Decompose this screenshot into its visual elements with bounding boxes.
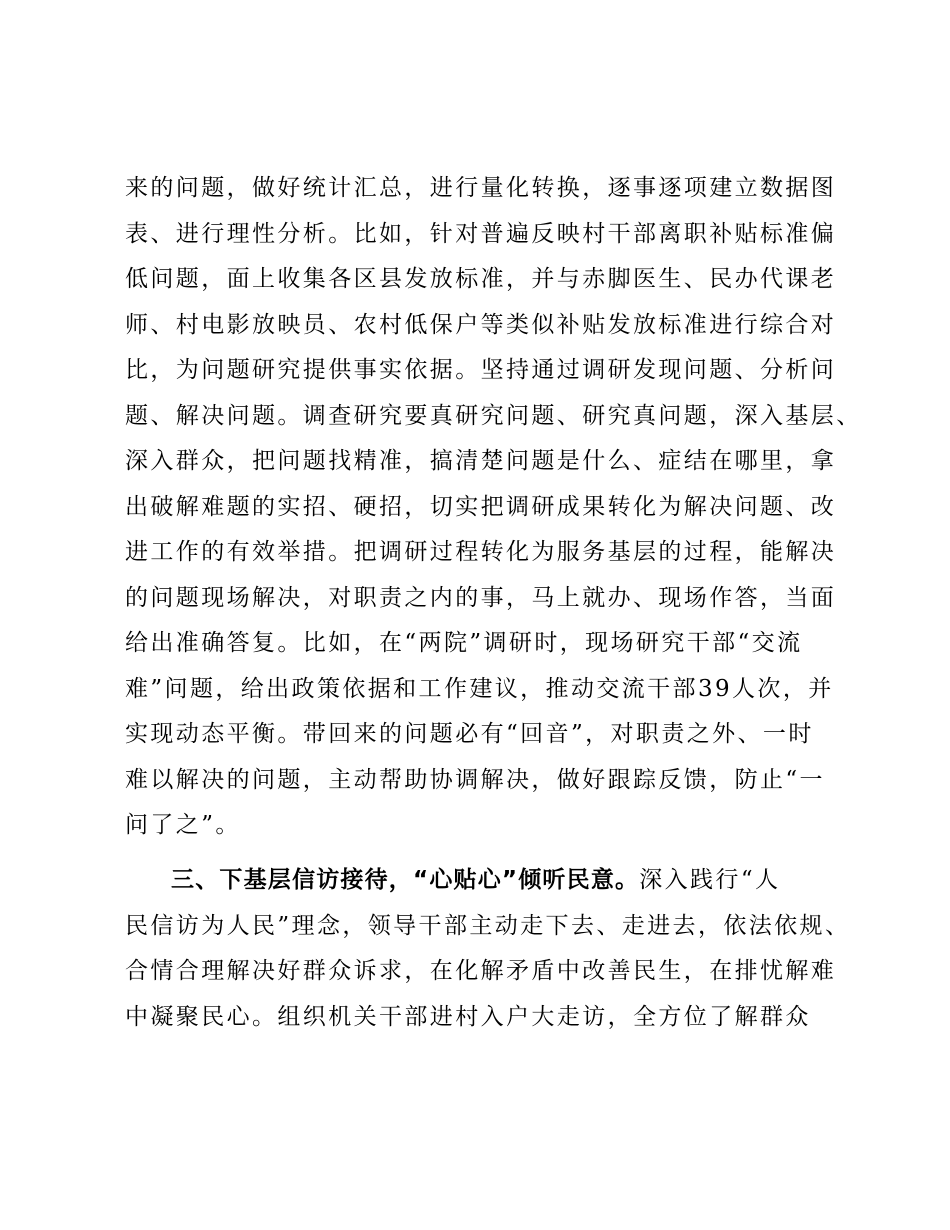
paragraph-1-line: 深入群众，把问题找精准，搞清楚问题是什么、症结在哪里，拿 bbox=[125, 448, 837, 474]
paragraph-1-line: 实现动态平衡。带回来的问题必有“回音”，对职责之外、一时 bbox=[125, 721, 814, 747]
paragraph-2-first-line bbox=[125, 858, 825, 904]
paragraph-1-line: 题、解决问题。调查研究要真研究问题、研究真问题，深入基层、 bbox=[125, 402, 862, 429]
paragraph-1-line: 来的问题，做好统计汇总，进行量化转换，逐事逐项建立数据图 bbox=[125, 175, 837, 201]
section-heading: 三、下基层信访接待，“心贴心”倾听民意。 bbox=[171, 867, 640, 893]
paragraph-1-line: 难”问题，给出政策依据和工作建议，推动交流干部39人次，并 bbox=[125, 675, 834, 702]
paragraph-2-line: 合情合理解决好群众诉求，在化解矛盾中改善民生，在排忧解难 bbox=[125, 958, 837, 984]
paragraph-2-line: 中凝聚民心。组织机关干部进村入户大走访，全方位了解群众 bbox=[125, 1003, 811, 1030]
paragraph-2-line: 民信访为人民”理念，领导干部主动走下去、走进去，依法依规、 bbox=[125, 912, 851, 939]
paragraph-1-line: 的问题现场解决，对职责之内的事，马上就办、现场作答，当面 bbox=[125, 584, 837, 611]
paragraph-1-line: 给出准确答复。比如，在“两院”调研时，现场研究干部“交流 bbox=[125, 630, 803, 656]
paragraph-2 bbox=[125, 858, 851, 1040]
paragraph-1-line: 师、村电影放映员、农村低保户等类似补贴发放标准进行综合对 bbox=[125, 311, 837, 338]
paragraph-1-line: 问了之”。 bbox=[125, 812, 241, 838]
paragraph-1-line: 出破解难题的实招、硬招，切实把调研成果转化为解决问题、改 bbox=[125, 493, 837, 520]
paragraph-1-line: 比，为问题研究提供事实依据。坚持通过调研发现问题、分析问 bbox=[125, 357, 837, 383]
paragraph-1-line: 进工作的有效举措。把调研过程转化为服务基层的过程，能解决 bbox=[125, 539, 837, 565]
paragraph-1-line: 低问题，面上收集各区县发放标准，并与赤脚医生、民办代课老 bbox=[125, 266, 837, 292]
paragraph-1-line: 表、进行理性分析。比如，针对普遍反映村干部离职补贴标准偏 bbox=[125, 220, 837, 247]
paragraph-1-line: 难以解决的问题，主动帮助协调解决，做好跟踪反馈，防止“一 bbox=[125, 766, 825, 793]
paragraph-2-first-line-text: 深入践行“人 bbox=[639, 867, 781, 893]
paragraph-1 bbox=[125, 166, 862, 849]
